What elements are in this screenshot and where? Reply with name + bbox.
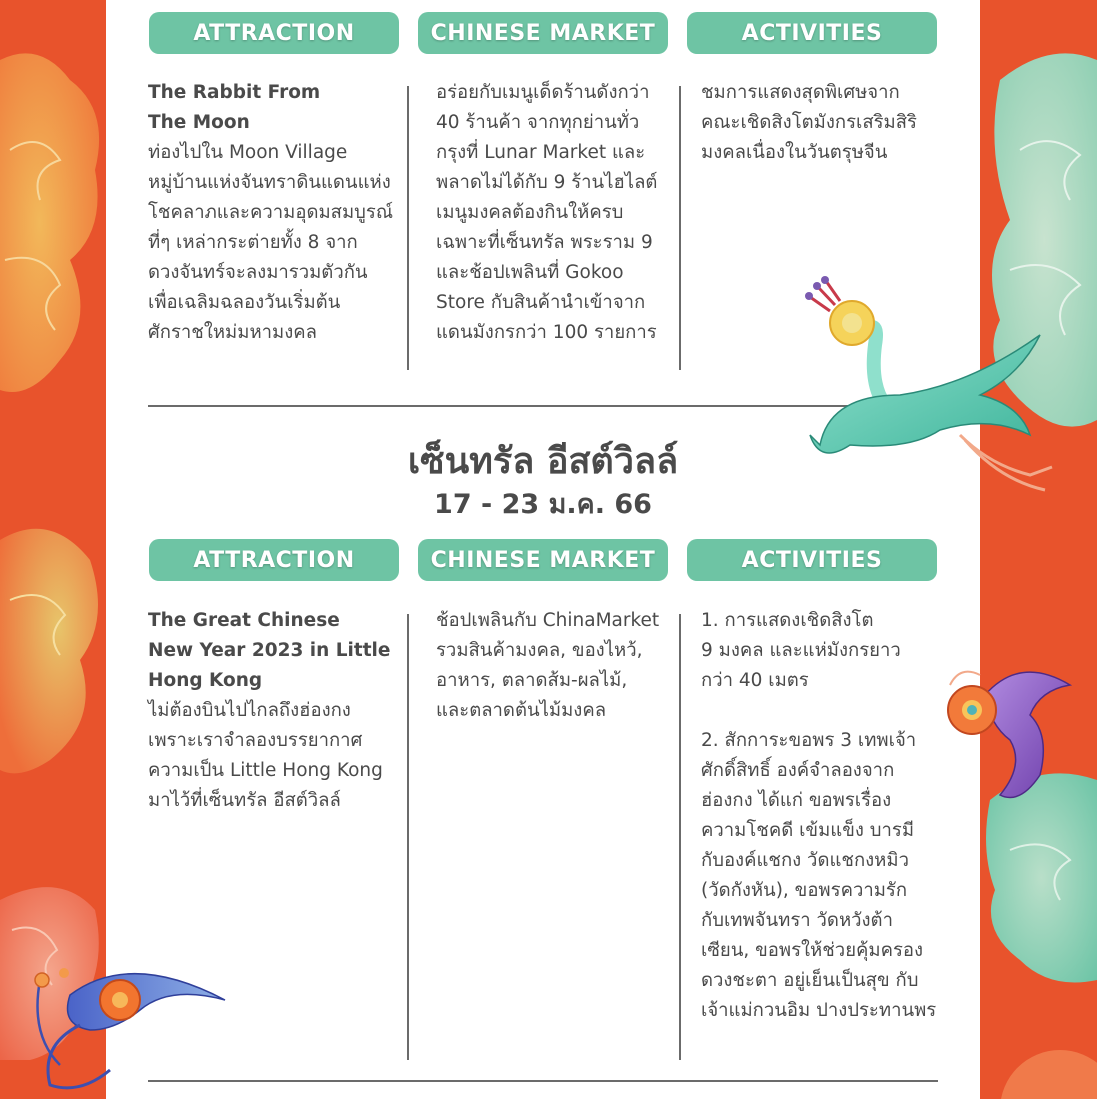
market-column-1 — [436, 78, 686, 348]
tag-attraction-2: ATTRACTION — [149, 539, 399, 581]
market-body-2: ช้อปเพลินกับ ChinaMarket รวมสินค้ามงคล, ของไหว้, อาหาร, ตลาดส้ม-ผลไม้, และตลาดต้นไม้มงคล — [436, 610, 660, 721]
left-decorative-strip — [0, 0, 106, 1099]
activities-body-2a: 1. การแสดงเชิดสิงโต 9 มงคล และแห่มังกรยาว กว่า 40 เมตร — [701, 610, 901, 691]
activities-body-1: ชมการแสดงสุดพิเศษจาก คณะเชิดสิงโตมังกรเสริมสิริ มงคลเนื่องในวันตรุษจีน — [701, 82, 917, 163]
attraction-title-2: The Great Chinese New Year 2023 in Little Hong Kong — [148, 610, 391, 691]
event-dates: 17 - 23 ม.ค. 66 — [434, 489, 652, 520]
attraction-body-2: ไม่ต้องบินไปไกลถึงฮ่องกง เพราะเราจำลองบรรยากาศ ความเป็น Little Hong Kong มาไว้ที่เซ็นทรัล อีสต์วิลล์ — [148, 700, 383, 811]
column-divider — [679, 614, 681, 1060]
tag-attraction-1: ATTRACTION — [149, 12, 399, 54]
cloud-pattern-right — [980, 0, 1097, 1099]
section-divider — [148, 1080, 938, 1082]
column-divider — [679, 86, 681, 370]
venue-name: เซ็นทรัล อีสต์วิลล์ — [407, 441, 679, 482]
market-column-2 — [436, 606, 686, 726]
tag-chinese-market-2: CHINESE MARKET — [418, 539, 668, 581]
swallow-bird-icon — [20, 955, 235, 1095]
cloud-pattern-left — [0, 0, 106, 1099]
activities-column-1 — [701, 78, 941, 168]
market-body-1: อร่อยกับเมนูเด็ดร้านดังกว่า 40 ร้านค้า จากทุกย่านทั่ว กรุงที่ Lunar Market และ พลาดไม่ได้กับ 9 ร้านไฮไลต์ เมนูมงคลต้องกินให้ครบ เฉพาะที่เซ็นทรัล พระราม 9 และช้อปเพลินที่ Gokoo Store กับสินค้านำเข้าจาก แดนมังกรกว่า 100 รายการ — [436, 82, 658, 343]
tag-chinese-market-1: CHINESE MARKET — [418, 12, 668, 54]
attraction-body-1: ท่องไปใน Moon Village หมู่บ้านแห่งจันทราดินแดนแห่ง โชคลาภและความอุดมสมบูรณ์ ที่ๆ เหล่ากระต่ายทั้ง 8 จาก ดวงจันทร์จะลงมารวมตัวกัน เพื่อเฉลิมฉลองวันเริ่มต้น ศักราชใหม่มหามงคล — [148, 142, 393, 343]
attraction-column-1 — [148, 78, 408, 348]
column-divider — [407, 86, 409, 370]
tag-activities-1: ACTIVITIES — [687, 12, 937, 54]
attraction-title-1: The Rabbit From The Moon — [148, 82, 321, 133]
crane-bird-icon — [790, 275, 1080, 515]
activities-column-2 — [701, 606, 941, 1026]
phoenix-bird-icon — [930, 655, 1080, 815]
column-divider — [407, 614, 409, 1060]
activities-body-2b: 2. สักการะขอพร 3 เทพเจ้า ศักดิ์สิทธิ์ องค์จำลองจาก ฮ่องกง ได้แก่ ขอพรเรื่อง ความโชคดี เข้มแข็ง บารมี กับองค์แชกง วัดแชกงหมิว (วัดกังหัน), ขอพรความรัก กับเทพจันทรา วัดหวังต้า เซียน, ขอพรให้ช่วยคุ้มครอง ดวงชะตา อยู่เย็นเป็นสุข กับ เจ้าแม่กวนอิม ปางประทานพร — [701, 730, 937, 1021]
right-decorative-strip — [980, 0, 1097, 1099]
attraction-column-2 — [148, 606, 408, 816]
content-panel — [106, 0, 980, 1099]
tag-activities-2: ACTIVITIES — [687, 539, 937, 581]
